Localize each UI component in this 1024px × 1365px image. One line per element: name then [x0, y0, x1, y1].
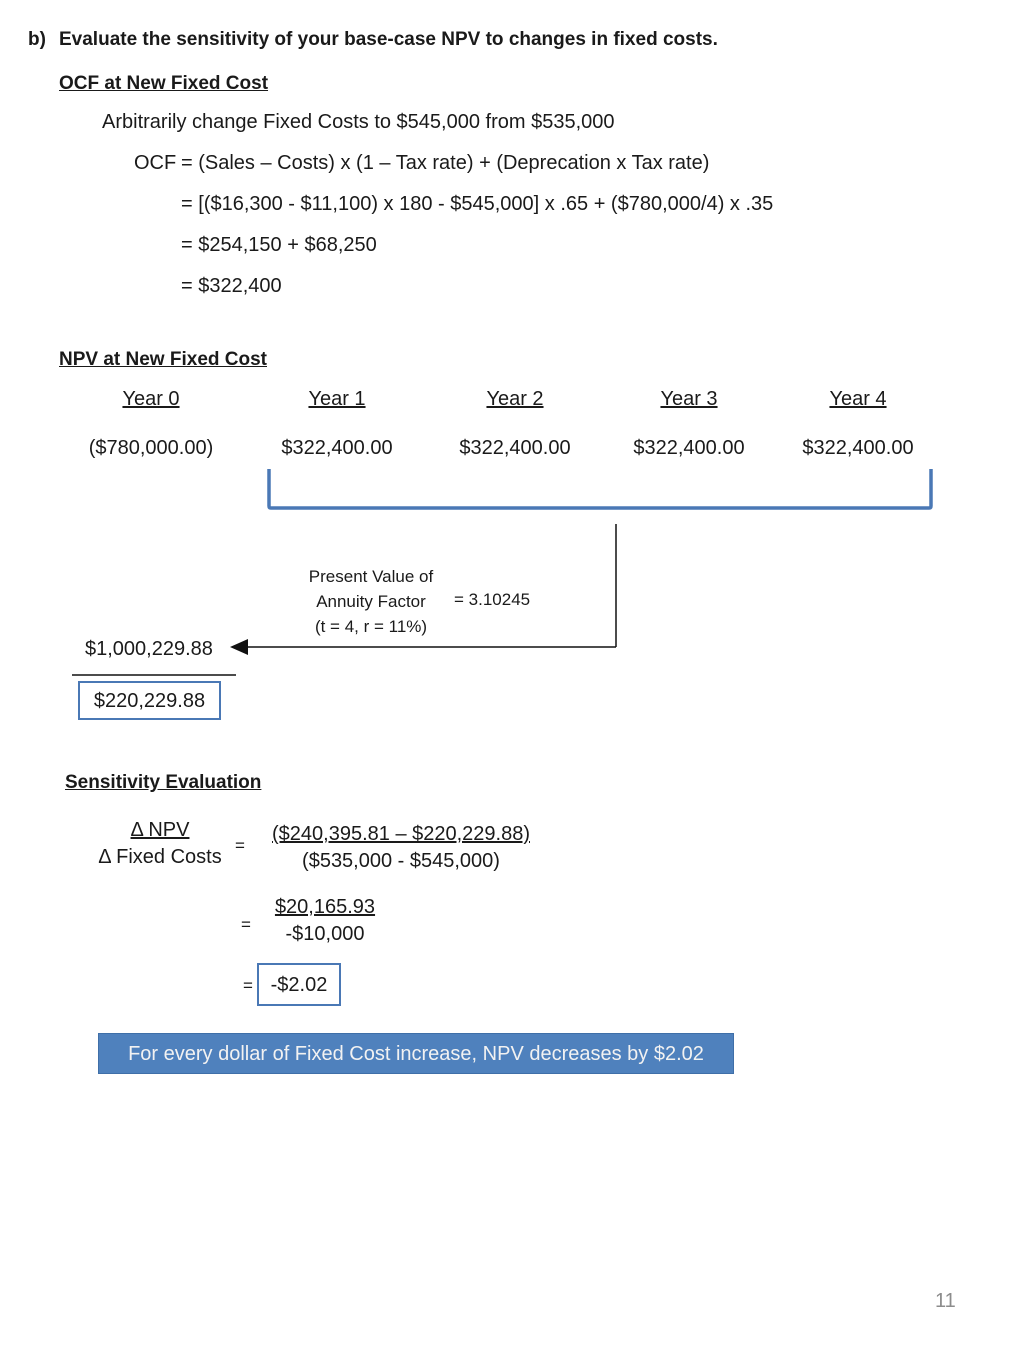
conclusion-banner: For every dollar of Fixed Cost increase, NPV decreases by $2.02 — [98, 1033, 734, 1074]
question-text: Evaluate the sensitivity of your base-case NPV to changes in fixed costs. — [59, 29, 718, 50]
year-4-cashflow: $322,400.00 — [802, 437, 914, 459]
equals-sign-3: = — [243, 976, 253, 995]
sensitivity-heading: Sensitivity Evaluation — [65, 772, 262, 793]
annuity-factor-value: = 3.10245 — [454, 590, 531, 609]
sensitivity-numerator-1: ($240,395.81 – $220,229.88) — [272, 823, 530, 845]
pv-total: $1,000,229.88 — [85, 638, 213, 660]
ocf-formula: = (Sales – Costs) x (1 – Tax rate) + (Deprecation x Tax rate) — [181, 152, 710, 174]
year-0-cashflow: ($780,000.00) — [88, 437, 214, 459]
delta-fixed-costs-label: Δ Fixed Costs — [98, 846, 222, 868]
delta-npv-label: Δ NPV — [130, 819, 190, 841]
equals-sign-2: = — [241, 915, 251, 934]
year-1-cashflow: $322,400.00 — [281, 437, 393, 459]
ocf-heading: OCF at New Fixed Cost — [59, 73, 269, 94]
ocf-step-1: = [($16,300 - $11,100) x 180 - $545,000] x .65 + ($780,000/4) x .35 — [181, 193, 774, 215]
year-2-cashflow: $322,400.00 — [459, 437, 571, 459]
year-3-cashflow: $322,400.00 — [633, 437, 745, 459]
annuity-label-line-2: Annuity Factor — [316, 592, 426, 611]
npv-heading: NPV at New Fixed Cost — [59, 349, 267, 370]
year-4-label: Year 4 — [829, 388, 887, 410]
annuity-label-line-1: Present Value of — [308, 567, 434, 586]
year-1-label: Year 1 — [308, 388, 366, 410]
question-label: b) — [28, 29, 46, 50]
ocf-step-2: = $254,150 + $68,250 — [181, 234, 377, 256]
year-2-label: Year 2 — [486, 388, 544, 410]
annuity-bracket — [269, 469, 931, 508]
annuity-label-line-3: (t = 4, r = 11%) — [314, 617, 428, 636]
equals-sign-1: = — [235, 836, 245, 855]
ocf-label: OCF — [134, 152, 177, 174]
sensitivity-result-box: -$2.02 — [257, 963, 341, 1006]
page-number: 11 — [935, 1290, 956, 1312]
sensitivity-numerator-2: $20,165.93 — [274, 896, 376, 918]
year-3-label: Year 3 — [660, 388, 718, 410]
arrow-left-icon — [230, 639, 248, 655]
ocf-intro: Arbitrarily change Fixed Costs to $545,000 from $535,000 — [102, 111, 615, 133]
sensitivity-denominator-2: -$10,000 — [285, 923, 365, 945]
sensitivity-denominator-1: ($535,000 - $545,000) — [302, 850, 500, 872]
year-0-label: Year 0 — [122, 388, 180, 410]
ocf-step-3: = $322,400 — [181, 275, 282, 297]
npv-result-box: $220,229.88 — [78, 681, 221, 720]
